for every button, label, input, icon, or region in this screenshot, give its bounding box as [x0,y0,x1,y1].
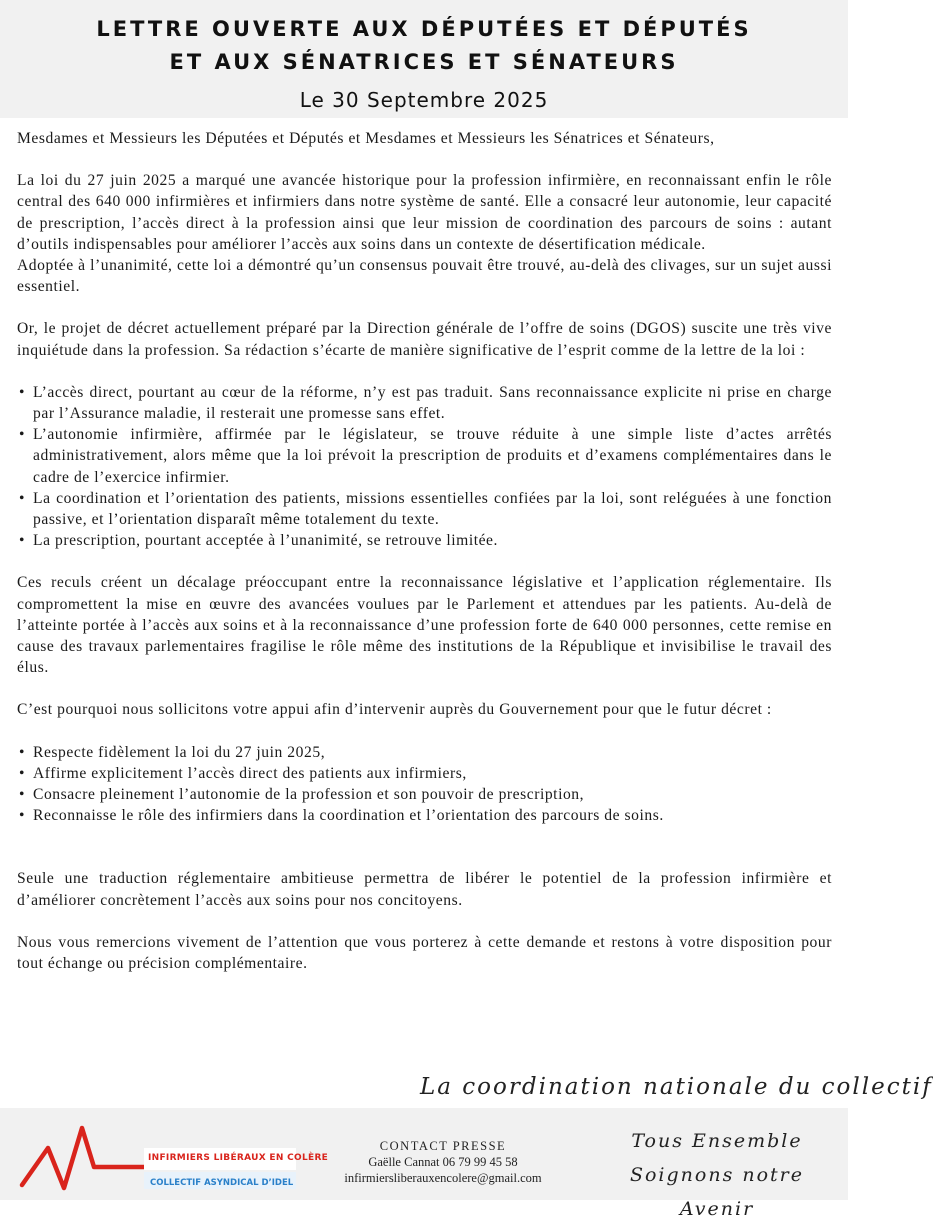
heartbeat-line-icon [22,1128,144,1188]
paragraph-3: Or, le projet de décret actuellement préparé par la Direction générale de l’offre de soins (DGOS) suscite une très vive inquiétude dans la profession. Sa rédaction s’écarte de manière significative de l’esprit comme de la lettre de la loi : [17,320,832,359]
contact-title: CONTACT PRESSE [379,1139,507,1153]
slogan-line-1: Tous Ensemble [631,1130,803,1152]
paragraph-6: Seule une traduction réglementaire ambitieuse permettra de libérer le potentiel de la profession infirmière et d’améliorer concrètement l’accès aux soins pour nos concitoyens. [17,870,832,909]
list-item: • Respecte fidèlement la loi du 27 juin 2025, [17,742,832,763]
slogan-line-2: Soignons notre Avenir [629,1164,805,1220]
signature: La coordination nationale du collectif [420,1074,933,1100]
letter-date: Le 30 Septembre 2025 [299,88,549,112]
letter-header [0,0,848,118]
slogan [592,1124,842,1226]
paragraph-1: La loi du 27 juin 2025 a marqué une avancée historique pour la profession infirmière, en reconnaissant enfin le rôle central des 640 000 infirmières et infirmiers dans notre système de santé. Elle a consacré leur autonomie, leur capacité de prescription, l’accès direct à la profession ainsi que leur mission de coordination des parcours de soins : autant d’outils indispensables pour améliorer l’accès aux soins dans un contexte de désertification médicale. [17,172,832,253]
logo-title: INFIRMIERS LIBÉRAUX EN COLÈRE [148,1153,329,1163]
list-item: • Affirme explicitement l’accès direct des patients aux infirmiers, [17,763,832,784]
paragraph-5: C’est pourquoi nous sollicitons votre appui afin d’intervenir auprès du Gouvernement pour que le futur décret : [17,701,772,719]
title-line-1: LETTRE OUVERTE AUX DÉPUTÉES ET DÉPUTÉS [96,17,752,41]
list-item: • Reconnaisse le rôle des infirmiers dans la coordination et l’orientation des parcours de soins. [17,805,832,826]
title-line-2: ET AUX SÉNATRICES ET SÉNATEURS [169,50,679,74]
contact-name-phone: Gaëlle Cannat 06 79 99 45 58 [368,1155,518,1169]
list-item: • L’accès direct, pourtant au cœur de la réforme, n’y est pas traduit. Sans reconnaissance explicite ni prise en charge par l’Assurance maladie, il resterait une promesse sans effet. [17,382,832,424]
requests-list [17,742,832,827]
list-item: • La prescription, pourtant acceptée à l’unanimité, se retrouve limitée. [17,530,832,551]
contact-email[interactable]: infirmiersliberauxencolere@gmail.com [344,1171,542,1185]
paragraph-2: Adoptée à l’unanimité, cette loi a démontré qu’un consensus pouvait être trouvé, au-delà des clivages, sur un sujet aussi essentiel. [17,257,832,296]
paragraph-7: Nous vous remercions vivement de l’attention que vous porterez à cette demande et restons à votre disposition pour tout échange ou précision complémentaire. [17,933,832,973]
paragraph-4: Ces reculs créent un décalage préoccupant entre la reconnaissance législative et l’application réglementaire. Ils compromettent la mise en œuvre des avancées voulues par le Parlement et attendues par les patients. Au-delà de l’atteinte portée à l’accès aux soins et à la reconnaissance d’une profession forte de 640 000 personnes, cette remise en cause des travaux parlementaires fragilise le rôle même des institutions de la République et invisibilise le travail des élus. [17,574,832,677]
press-contact [318,1138,568,1186]
list-item: • L’autonomie infirmière, affirmée par le législateur, se trouve réduite à une simple liste d’actes arrêtés administrativement, alors même que la loi prévoit la prescription de produits et d’examens complémentaires dans le cadre de l’exercice infirmier. [17,424,832,488]
logo-subtitle: COLLECTIF ASYNDICAL D’IDEL [150,1178,294,1188]
concerns-list [17,382,832,552]
list-item: • Consacre pleinement l’autonomie de la profession et son pouvoir de prescription, [17,784,832,805]
list-item: • La coordination et l’orientation des patients, missions essentielles confiées par la loi, sont reléguées à une fonction passive, et l’orientation disparaît même totalement du texte. [17,488,832,530]
letter-body [17,128,832,974]
salutation: Mesdames et Messieurs les Députées et Députés et Mesdames et Messieurs les Sénatrices et Sénateurs, [17,130,715,147]
